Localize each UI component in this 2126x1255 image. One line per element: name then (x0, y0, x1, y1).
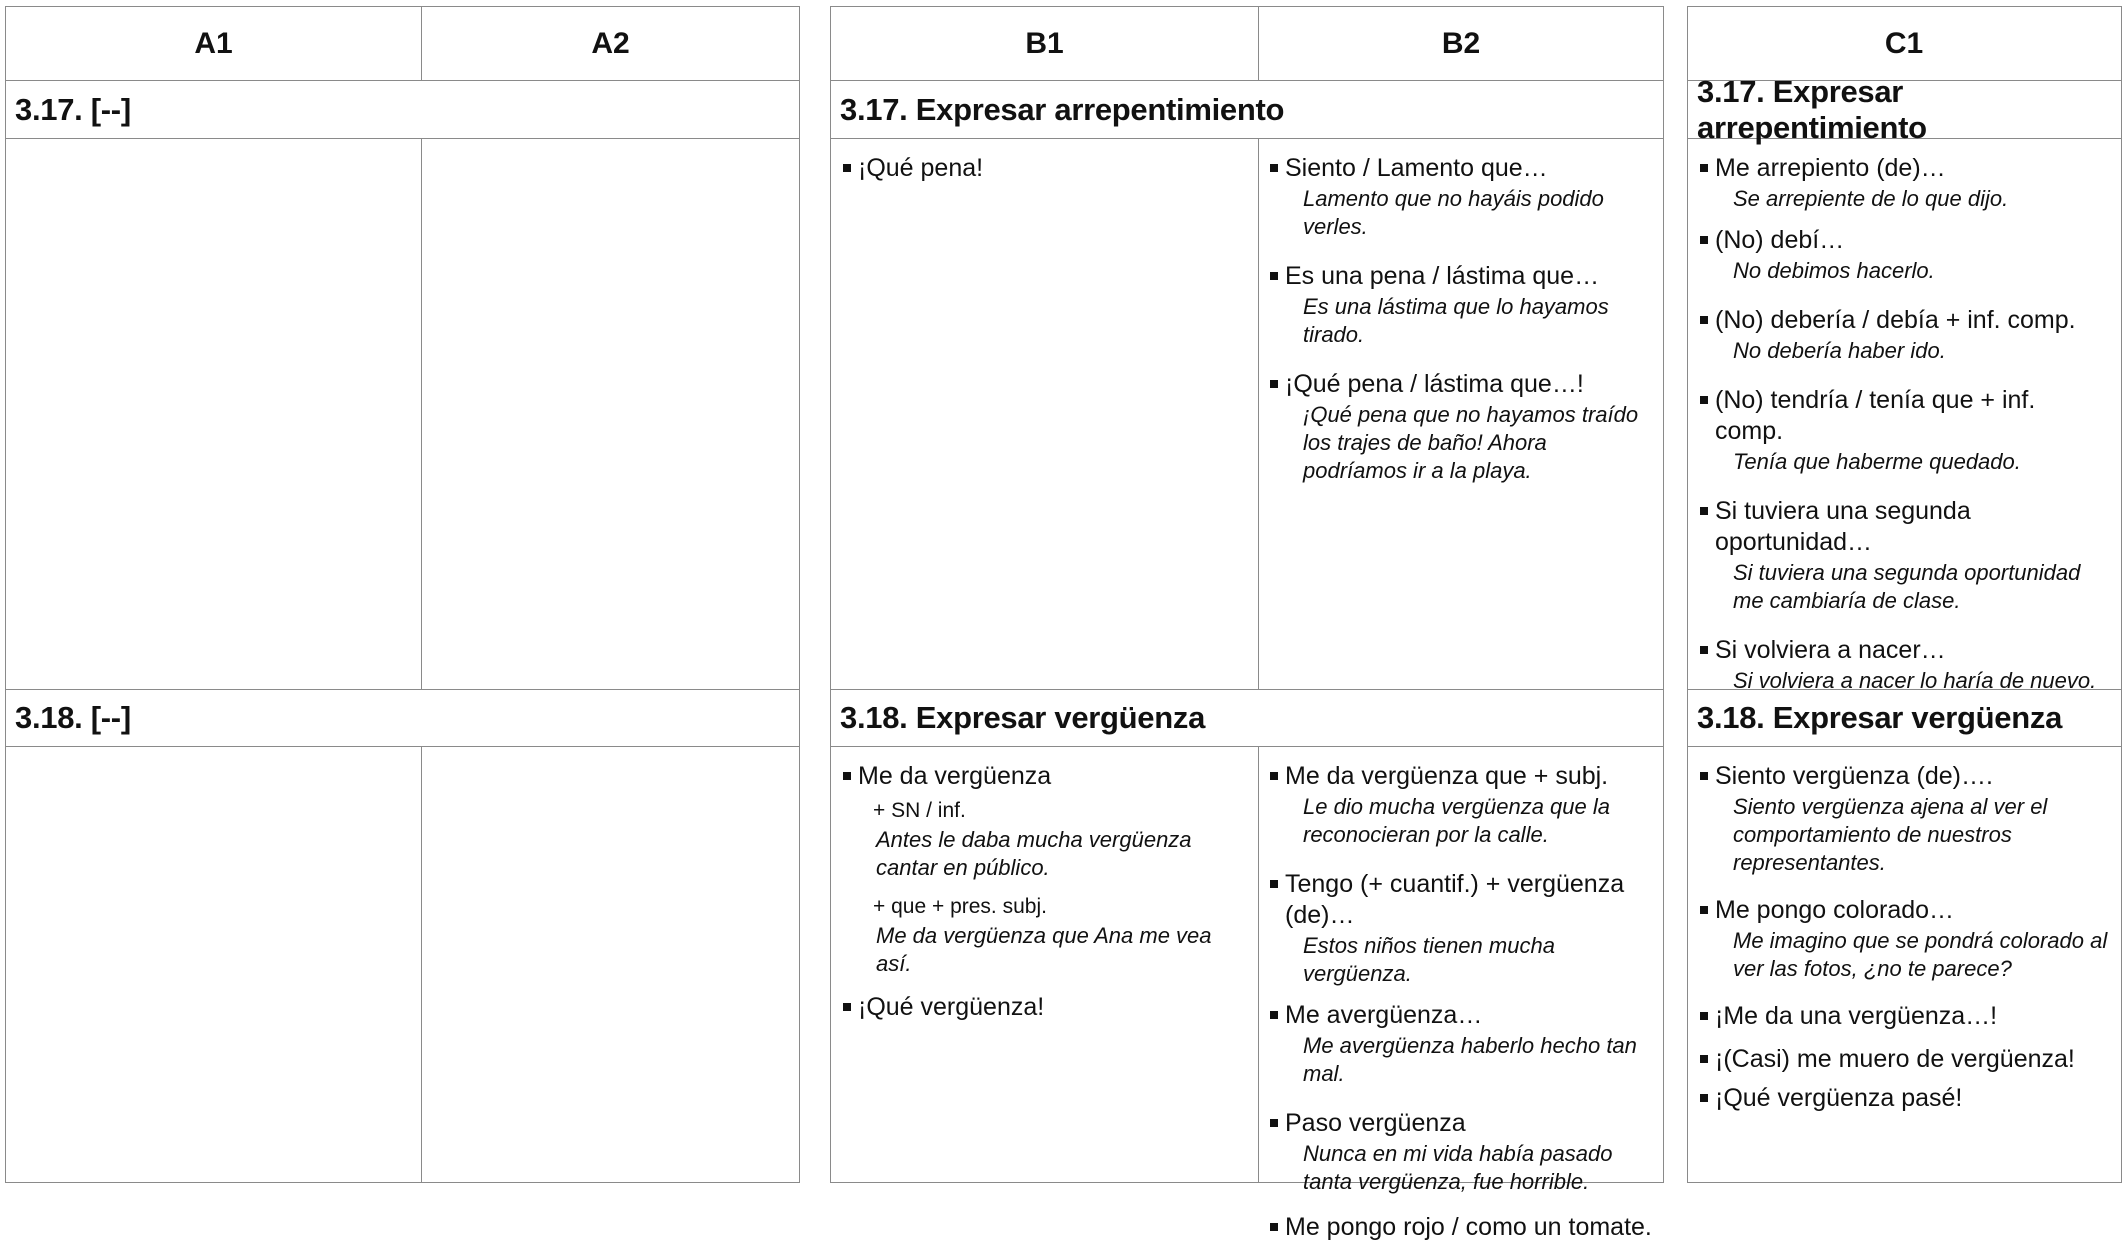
item-text: Tengo (+ cuantif.) + vergüenza (de)… (1285, 870, 1625, 929)
bullet-icon (1270, 1119, 1278, 1127)
item-example: No debería haber ido. (1733, 338, 1946, 363)
bullet-icon (1700, 1012, 1708, 1020)
list-item (1688, 153, 2110, 213)
item-text: Es una pena / lástima que… (1285, 262, 1600, 290)
section-317-title: 3.17. Expresar arrepentimiento (831, 81, 1663, 139)
item-text: Me arrepiento (de)… (1715, 154, 1946, 182)
b2-cell-317 (1258, 139, 1663, 497)
bullet-icon (1270, 880, 1278, 888)
list-item (1258, 261, 1653, 349)
list-item (1258, 1108, 1653, 1196)
level-header-row (1688, 7, 2121, 81)
item-text: Siento vergüenza (de)…. (1715, 762, 1993, 790)
bullet-icon (1700, 772, 1708, 780)
item-text: (No) tendría / tenía que + inf. comp. (1715, 386, 2036, 445)
bullet-icon (1270, 380, 1278, 388)
bullet-icon (1700, 1055, 1708, 1063)
section-317-body (831, 139, 1663, 689)
level-c1-header: C1 (1884, 27, 1924, 60)
sub-pattern: + SN / inf. (873, 799, 966, 822)
item-example: Se arrepiente de lo que dijo. (1733, 186, 2009, 211)
item-example: Siento vergüenza ajena al ver el comportamiento de nuestros representantes. (1733, 794, 2048, 875)
list-item (1688, 1083, 2110, 1114)
item-example: Es una lástima que lo hayamos tirado. (1303, 294, 1609, 347)
bullet-icon (843, 164, 851, 172)
c1-cell-318 (1688, 747, 2120, 1122)
item-text: Me avergüenza… (1285, 1001, 1483, 1029)
item-example: Me avergüenza haberlo hecho tan mal. (1303, 1033, 1637, 1086)
item-example: Me da vergüenza que Ana me vea así. (876, 923, 1212, 976)
list-item (1688, 635, 2110, 695)
item-text: ¡Me da una vergüenza…! (1715, 1002, 1998, 1030)
level-b1-header: B1 (1025, 27, 1064, 60)
item-text: ¡Qué pena / lástima que…! (1285, 370, 1584, 398)
sub-pattern: + que + pres. subj. (873, 895, 1047, 918)
item-example: Le dio mucha vergüenza que la reconocieran por la calle. (1303, 794, 1610, 847)
bullet-icon (1700, 236, 1708, 244)
item-example: Estos niños tienen mucha vergüenza. (1303, 933, 1555, 986)
column-divider (421, 747, 422, 1182)
bullet-icon (1270, 1011, 1278, 1019)
item-example: Lamento que no hayáis podido verles. (1303, 186, 1604, 239)
item-text: ¡Qué vergüenza! (858, 993, 1045, 1021)
bullet-icon (1700, 396, 1708, 404)
level-a2-header: A2 (421, 7, 799, 81)
item-text: Si tuviera una segunda oportunidad… (1715, 497, 1971, 556)
bullet-icon (1700, 906, 1708, 914)
list-item (1688, 761, 2110, 877)
level-header-row (6, 7, 799, 81)
b1-cell-318 (831, 747, 1258, 1035)
section-317-title: 3.17. Expresar arrepentimiento (1688, 81, 2121, 139)
item-text: Paso vergüenza (1285, 1109, 1466, 1137)
list-item (1258, 869, 1653, 988)
b1-cell-317 (831, 139, 1258, 196)
column-divider (421, 139, 422, 689)
section-318-title: 3.18. Expresar vergüenza (831, 689, 1663, 747)
item-example: Antes le daba mucha vergüenza cantar en público. (876, 827, 1192, 880)
item-text: ¡Qué vergüenza pasé! (1715, 1084, 1963, 1112)
item-text: Siento / Lamento que… (1285, 154, 1548, 182)
section-318-body (6, 747, 799, 1182)
b2-cell-318 (1258, 747, 1663, 1255)
item-text: Me pongo colorado… (1715, 896, 1955, 924)
item-example: Me imagino que se pondrá colorado al ver las fotos, ¿no te parece? (1733, 928, 2108, 981)
bullet-icon (1700, 507, 1708, 515)
list-item (1258, 153, 1653, 241)
list-item (1688, 385, 2110, 476)
item-text: ¡Qué pena! (858, 154, 984, 182)
panel-c1 (1687, 6, 2122, 1183)
list-item (1688, 496, 2110, 615)
list-item (1688, 895, 2110, 983)
item-example: ¡Qué pena que no hayamos traído los trajes de baño! Ahora podríamos ir a la playa. (1303, 402, 1639, 483)
list-item (1688, 305, 2110, 365)
item-text: ¡(Casi) me muero de vergüenza! (1715, 1045, 2075, 1073)
section-318-body (1688, 747, 2121, 1182)
bullet-icon (1270, 272, 1278, 280)
item-text: Si volviera a nacer… (1715, 636, 1946, 664)
item-example: Tenía que haberme quedado. (1733, 449, 2021, 474)
list-item (1258, 1212, 1653, 1243)
panel-b1-b2 (830, 6, 1664, 1241)
list-item (1688, 1001, 2110, 1032)
bullet-icon (1270, 164, 1278, 172)
section-317-title: 3.17. [--] (6, 81, 799, 139)
bullet-icon (1700, 646, 1708, 654)
item-text: Me pongo rojo / como un tomate. (1285, 1213, 1652, 1241)
item-example: Si volviera a nacer lo haría de nuevo. (1733, 668, 2097, 693)
item-text: Me da vergüenza (858, 762, 1052, 790)
list-item (1688, 225, 2110, 285)
panel-a1-a2 (5, 6, 800, 1183)
section-318-title: 3.18. Expresar vergüenza (1688, 689, 2121, 747)
list-item (831, 761, 1248, 978)
list-item (1258, 1000, 1653, 1088)
section-317-body (6, 139, 799, 689)
section-318-body (831, 747, 1663, 1241)
item-text: (No) debí… (1715, 226, 1845, 254)
list-item (1258, 761, 1653, 849)
item-example: No debimos hacerlo. (1733, 258, 1935, 283)
bullet-icon (1270, 772, 1278, 780)
bullet-icon (1700, 1094, 1708, 1102)
bullet-icon (1700, 316, 1708, 324)
item-example: Nunca en mi vida había pasado tanta vergüenza, fue horrible. (1303, 1141, 1613, 1194)
section-317-body (1688, 139, 2121, 693)
level-b2-header: B2 (1258, 7, 1663, 81)
bullet-icon (843, 772, 851, 780)
item-example: Si tuviera una segunda oportunidad me cambiaría de clase. (1733, 560, 2081, 613)
c1-cell-317 (1688, 139, 2120, 707)
section-318-title: 3.18. [--] (6, 689, 799, 747)
list-item (831, 153, 1258, 184)
list-item (1258, 369, 1653, 485)
bullet-icon (1270, 1223, 1278, 1231)
level-header-row (831, 7, 1663, 81)
item-text: (No) debería / debía + inf. comp. (1715, 306, 2076, 334)
level-a1-header: A1 (194, 27, 233, 60)
item-text: Me da vergüenza que + subj. (1285, 762, 1609, 790)
list-item (1688, 1044, 2110, 1075)
bullet-icon (1700, 164, 1708, 172)
list-item (831, 992, 1248, 1023)
bullet-icon (843, 1003, 851, 1011)
